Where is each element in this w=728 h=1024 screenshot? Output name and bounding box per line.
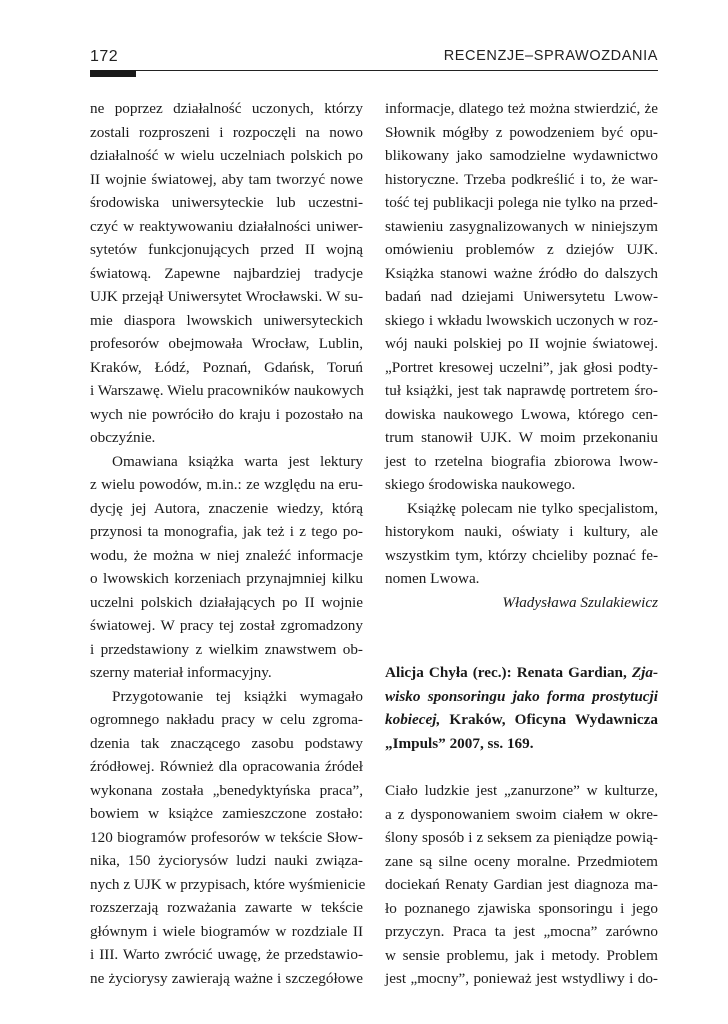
text-line: o lwowskich korzeniach przynajmniej kilku <box>90 570 363 587</box>
text-line: ślony sposób i z seksem za pieniądze powią- <box>385 829 658 846</box>
text-line: nika, 150 życiorysów ludzi nauki związa- <box>90 852 363 869</box>
left-column <box>90 97 366 990</box>
text-line: nych z UJK w przypisach, które wyśmienicie <box>90 875 366 893</box>
text-line: UJK przejął Uniwersytet Wrocławski. W su- <box>90 288 363 305</box>
text-line: nomen Lwowa. <box>385 570 480 587</box>
text-line: bowiem w książce zamieszczone zostało: <box>90 805 363 822</box>
page-number: 172 <box>90 48 119 65</box>
text-line: Kraków, Łódź, Poznań, Gdańsk, Toruń <box>90 358 363 376</box>
text-line: trum stanowił UJK. W moim przekonaniu <box>385 429 658 446</box>
text-line: ne życiorysy zawierają ważne i szczegółowe <box>90 969 363 987</box>
text-line: z wielu powodów, m.in.: ze względu na eru- <box>90 476 363 493</box>
bib-line <box>385 661 658 685</box>
text-line: głównym i wiele biogramów w rozdziale II <box>90 922 363 940</box>
text-line: dociekań Renaty Gardian jest diagnoza ma- <box>385 876 658 893</box>
text-line: uczelni polskich działających po II wojnie <box>90 593 363 611</box>
text-line: II wojnie światowej, aby tam tworzyć nowe <box>90 170 363 188</box>
text-line: przynosi ta monografia, jak też i z tego po- <box>90 523 363 540</box>
text-line: „Portret kresowej uczelni”, jak głosi podty- <box>385 358 658 376</box>
text-line: wój nauki polskiej po II wojnie światowej. <box>385 335 658 352</box>
text-line: badań nad dziejami Uniwersytetu Lwow- <box>385 288 658 305</box>
text-line: środowiska uniwersyteckie lub uczestni- <box>90 194 363 211</box>
text-line: dowiska naukowego Lwowa, którego cen- <box>385 405 658 423</box>
bib-line <box>385 685 658 709</box>
text-line: czyć w reaktywowaniu działalności uniwer- <box>90 217 363 235</box>
text-line: dzenia tak znaczącego zasobu podstawy <box>90 734 363 752</box>
text-line: omówieniu problemów z dziejów UJK. <box>385 241 658 258</box>
text-line: mie diaspora lwowskich uniwersyteckich <box>90 311 363 329</box>
text-line: Słownik mógłby z powodzeniem być opu- <box>385 123 658 141</box>
text-line: stawieniu zasygnalizowanych w niniejszym <box>385 217 658 235</box>
text-line: historykom nauki, oświaty i kultury, ale <box>385 523 658 540</box>
text-line: źródłowej. Również dla opracowania źródeł <box>90 758 363 775</box>
text-line: profesorów obejmowała Wrocław, Lublin, <box>90 335 363 352</box>
bib-title: wisko sponsoringu jako forma prostytucji <box>385 687 658 705</box>
bib-title: Zja- <box>631 664 659 681</box>
text-line: ogromnego nakładu pracy w celu zgroma- <box>90 711 363 728</box>
text-line: Książka stanowi ważne źródło do dalszych <box>385 264 658 282</box>
text-line: przyczyn. Praca ta jest „mocna” zarówno <box>385 923 658 940</box>
review-signature: Władysława Szulakiewicz <box>502 593 658 611</box>
bib-line <box>385 708 658 732</box>
text-line: światową. Zapewne najbardziej tradycje <box>90 264 363 282</box>
text-line: wych nie powróciło do kraju i pozostało na <box>90 405 363 423</box>
text-line: i III. Warto zwrócić uwagę, że przedstawio- <box>90 946 363 963</box>
text-line: jest „mocny”, ponieważ jest wstydliwy i do- <box>385 970 658 987</box>
text-line: blikowany jako samodzielne wydawnictwo <box>385 147 658 164</box>
right-column <box>385 97 658 991</box>
text-line: ło poznanego zjawiska sponsoringu i jego <box>385 899 658 917</box>
text-line: a z dysponowaniem swoim ciałem w okre- <box>385 805 658 823</box>
section-spacer <box>385 755 658 779</box>
text-line: zostali rozproszeni i rozpoczęli na nowo <box>90 123 363 141</box>
running-header-title: RECENZJE–SPRAWOZDANIA <box>443 48 658 64</box>
text-line: Przygotowanie tej książki wymagało <box>112 687 363 705</box>
bibliographic-entry <box>385 661 658 755</box>
text-line: 120 biogramów profesorów w tekście Słow- <box>90 828 363 846</box>
text-line: działalność w wielu uczelniach polskich po <box>90 147 363 164</box>
text-line: tość tej publikacji polega nie tylko na przed- <box>385 194 658 211</box>
bib-publisher: Kraków, Oficyna Wydawnicza <box>449 711 658 728</box>
header-accent-bar <box>90 70 136 77</box>
text-line: Omawiana książka warta jest lektury <box>112 452 363 470</box>
text-line: dycję jej Autora, znaczenie wiedzy, którą <box>90 499 363 517</box>
text-line: ne poprzez działalność uczonych, którzy <box>90 100 363 117</box>
text-line: światowej. W pracy tej został zgromadzony <box>90 617 363 634</box>
text-line: rozszerzają rozważania zawarte w tekście <box>90 899 363 916</box>
text-line: skiego środowiska naukowego. <box>385 476 576 493</box>
text-line: szerny materiał informacyjny. <box>90 664 272 681</box>
text-line: obczyźnie. <box>90 429 156 446</box>
text-line: historyczne. Trzeba podkreślić i to, że war- <box>385 170 658 188</box>
text-line: w sensie problemu, jak i metody. Problem <box>385 946 658 964</box>
text-line: skiego i wkładu lwowskich uczonych w roz- <box>385 311 658 329</box>
text-line: informacje, dlatego też można stwierdzić, że <box>385 100 658 117</box>
text-line: wykonana została „benedyktyńska praca”, <box>90 781 363 799</box>
text-line: sytetów funkcjonujących przed II wojną <box>90 241 363 258</box>
bib-line: „Impuls” 2007, ss. 169. <box>385 734 534 752</box>
text-line: Książkę polecam nie tylko specjalistom, <box>407 499 658 517</box>
text-line: zane są silne oceny moralne. Przedmiotem <box>385 852 658 870</box>
text-line: i Warszawę. Wielu pracowników naukowych <box>90 382 364 399</box>
bib-title: kobiecej, <box>385 711 441 728</box>
text-line: wodu, że można w niej znaleźć informacje <box>90 546 363 564</box>
text-line: wszystkim tym, którzy chcieliby poznać fe- <box>385 546 658 564</box>
bib-author: Alicja Chyła (rec.): Renata Gardian, <box>385 664 627 681</box>
header-rule <box>90 70 658 71</box>
text-line: jest to rzetelna biografia zbiorowa lwow- <box>385 452 658 470</box>
text-line: i przedstawiony z wielkim znawstwem ob- <box>90 640 363 658</box>
text-line: tuł książki, jest tak naprawdę portretem śro- <box>385 382 658 399</box>
text-line: Ciało ludzkie jest „zanurzone” w kulturze, <box>385 782 658 799</box>
section-spacer <box>385 614 658 661</box>
